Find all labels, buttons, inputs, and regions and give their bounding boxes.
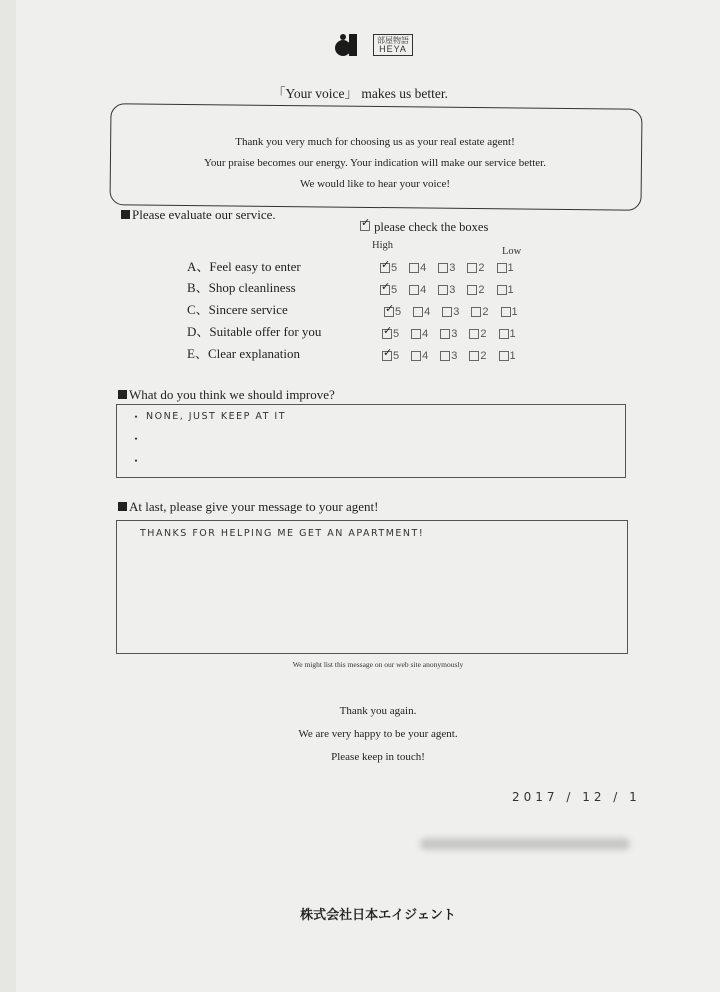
handwritten-date: 2017 / 12 / 1 — [512, 790, 641, 804]
rating-checkbox[interactable] — [499, 351, 509, 361]
redacted-signature — [420, 838, 630, 850]
logo-row — [333, 30, 413, 60]
heya-logo — [373, 34, 413, 56]
eval-options-a: ✓ 5 4 3 2 1 — [380, 262, 514, 274]
eval-options-e: ✓ 5 4 3 2 1 — [382, 350, 516, 362]
rating-checkbox[interactable] — [469, 351, 479, 361]
bullet-1: ・ — [130, 410, 143, 424]
rating-checkbox[interactable] — [438, 263, 448, 273]
rating-checkbox[interactable] — [438, 285, 448, 295]
rating-checkbox[interactable] — [442, 307, 452, 317]
square-bullet-icon — [118, 502, 127, 511]
closing-line-2: We are very happy to be your agent. — [298, 728, 458, 740]
eval-item-c: C、Sincere service — [187, 302, 288, 317]
rating-checkbox[interactable] — [467, 263, 477, 273]
company-name: 株式会社日本エイジェント — [300, 908, 456, 923]
square-bullet-icon — [121, 210, 130, 219]
heya-jp: 部屋物語 — [377, 36, 409, 45]
check-hint: ✓ please check the boxes — [360, 220, 488, 235]
rating-checkbox[interactable] — [380, 285, 390, 295]
page-edge — [0, 0, 16, 992]
eval-item-a: A、Feel easy to enter — [187, 259, 301, 274]
rating-checkbox[interactable] — [409, 263, 419, 273]
rating-checkbox[interactable] — [411, 351, 421, 361]
eval-options-b: ✓ 5 4 3 2 1 — [380, 284, 514, 296]
checkbox-icon — [360, 221, 370, 231]
rating-checkbox[interactable] — [467, 285, 477, 295]
rating-checkbox[interactable] — [411, 329, 421, 339]
improve-answer: NONE, JUST KEEP AT IT — [146, 411, 287, 422]
message-line-1: Thank you very much for choosing us as your real estate agent! — [235, 136, 515, 148]
rating-checkbox[interactable] — [413, 307, 423, 317]
eval-item-e: E、Clear explanation — [187, 346, 300, 361]
rating-checkbox[interactable] — [382, 351, 392, 361]
square-bullet-icon — [118, 390, 127, 399]
brand-logo-icon — [333, 32, 359, 58]
high-label: High — [372, 240, 393, 251]
evaluation-title: Please evaluate our service. — [121, 207, 276, 223]
improve-title: What do you think we should improve? — [118, 387, 335, 403]
headline: 「Your voice」 makes us better. — [272, 86, 448, 101]
rating-checkbox[interactable] — [469, 329, 479, 339]
closing-line-1: Thank you again. — [339, 705, 417, 717]
rating-checkbox[interactable] — [384, 307, 394, 317]
message-line-3: We would like to hear your voice! — [299, 178, 450, 190]
heya-en: HEYA — [379, 44, 407, 54]
agent-message-answer: THANKS FOR HELPING ME GET AN APARTMENT! — [140, 528, 425, 539]
rating-checkbox[interactable] — [499, 329, 509, 339]
rating-checkbox[interactable] — [382, 329, 392, 339]
rating-checkbox[interactable] — [409, 285, 419, 295]
eval-options-d: ✓ 5 4 3 2 1 — [382, 328, 516, 340]
rating-checkbox[interactable] — [497, 263, 507, 273]
bullet-2: ・ — [130, 432, 143, 446]
rating-checkbox[interactable] — [440, 351, 450, 361]
eval-item-d: D、Suitable offer for you — [187, 324, 322, 339]
rating-checkbox[interactable] — [497, 285, 507, 295]
rating-checkbox[interactable] — [471, 307, 481, 317]
eval-item-b: B、Shop cleanliness — [187, 280, 296, 295]
rating-checkbox[interactable] — [440, 329, 450, 339]
message-line-2: Your praise becomes our energy. Your indication will make our service better. — [204, 157, 546, 169]
eval-options-c: ✓ 5 4 3 2 1 — [384, 306, 518, 318]
closing-line-3: Please keep in touch! — [331, 751, 425, 763]
agent-message-field[interactable] — [116, 520, 628, 654]
low-label: Low — [502, 246, 522, 257]
rating-checkbox[interactable] — [501, 307, 511, 317]
agent-message-title: At last, please give your message to your agent! — [118, 499, 378, 515]
bullet-3: ・ — [130, 454, 143, 468]
anonymity-note: We might list this message on our web site anonymously — [292, 660, 464, 669]
rating-checkbox[interactable] — [380, 263, 390, 273]
